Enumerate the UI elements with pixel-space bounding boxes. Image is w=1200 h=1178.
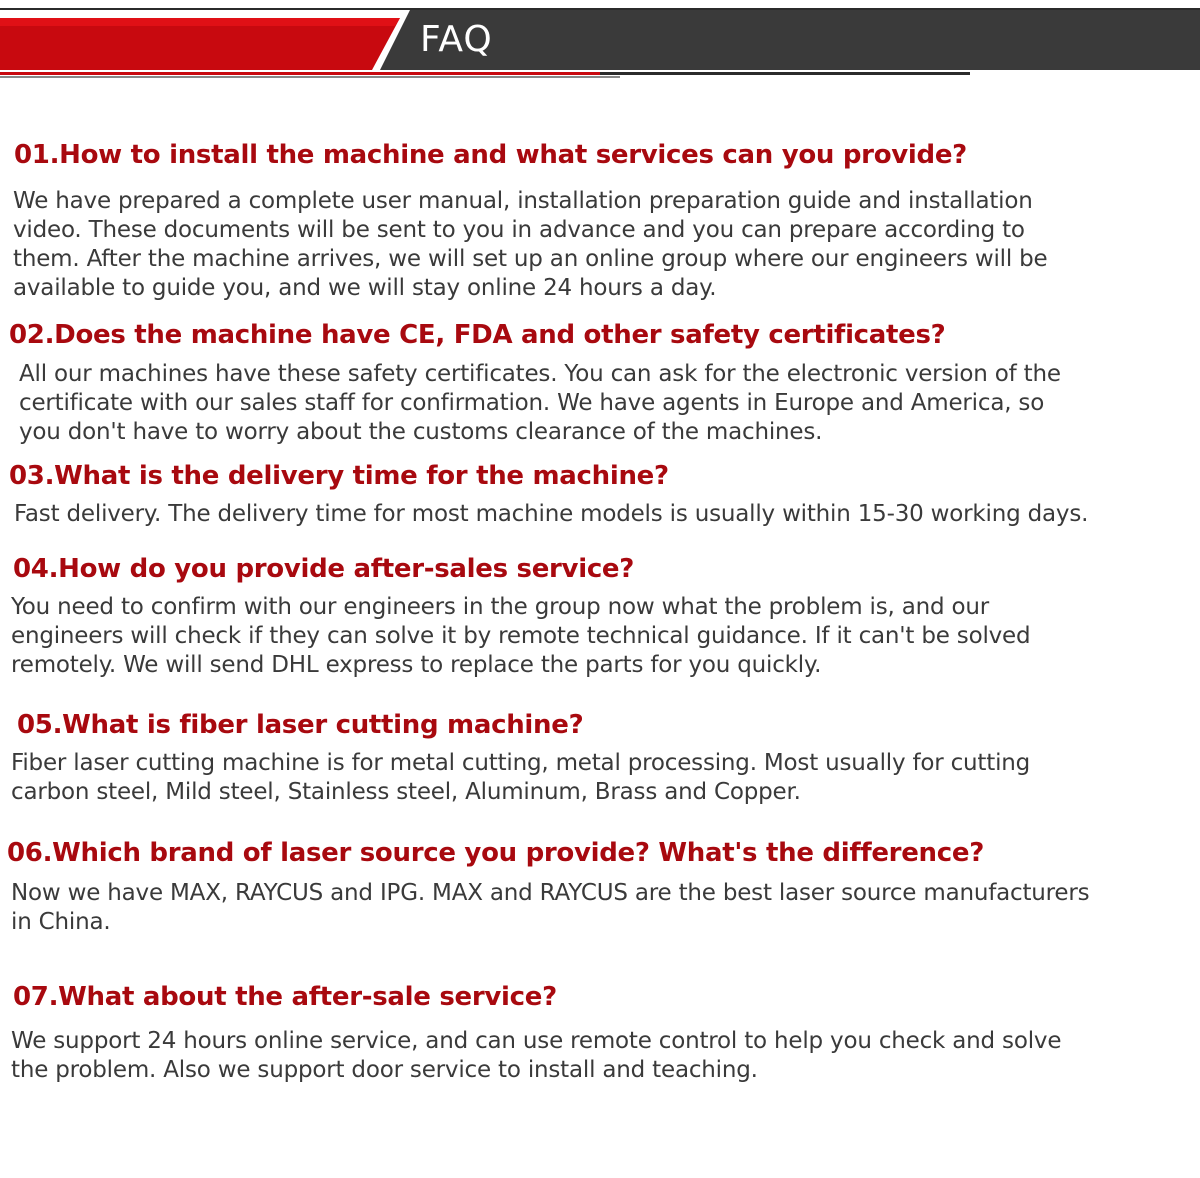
answer-line: You need to confirm with our engineers in the group now what the problem is, and our <box>11 594 990 620</box>
answer-line: engineers will check if they can solve it by remote technical guidance. If it can't be solved <box>11 623 1031 649</box>
answer-line: video. These documents will be sent to you in advance and you can prepare according to <box>13 217 1025 243</box>
faq-answer-3 <box>14 500 1088 529</box>
faq-question-5: 05.What is fiber laser cutting machine? <box>17 710 584 740</box>
faq-question-6: 06.Which brand of laser source you provide? What's the difference? <box>7 838 984 868</box>
banner-title: FAQ <box>420 19 493 60</box>
faq-question-7: 07.What about the after-sale service? <box>13 982 557 1012</box>
faq-question-3: 03.What is the delivery time for the machine? <box>9 461 669 491</box>
answer-line: in China. <box>11 909 111 935</box>
answer-line: Fast delivery. The delivery time for most machine models is usually within 15-30 working days. <box>14 501 1089 527</box>
faq-answer-7 <box>11 1027 1061 1085</box>
answer-line: Fiber laser cutting machine is for metal cutting, metal processing. Most usually for cutting <box>11 750 1031 776</box>
answer-line: carbon steel, Mild steel, Stainless steel, Aluminum, Brass and Copper. <box>11 779 801 805</box>
faq-banner <box>0 0 1200 90</box>
answer-line: the problem. Also we support door service to install and teaching. <box>11 1057 758 1083</box>
faq-answer-2 <box>19 360 1061 447</box>
banner-graphic <box>0 0 1200 90</box>
faq-answer-4 <box>11 593 1030 680</box>
answer-line: certificate with our sales staff for confirmation. We have agents in Europe and America, so <box>19 390 1045 416</box>
answer-line: them. After the machine arrives, we will set up an online group where our engineers will be <box>13 246 1048 272</box>
answer-line: remotely. We will send DHL express to replace the parts for you quickly. <box>11 652 822 678</box>
answer-line: available to guide you, and we will stay online 24 hours a day. <box>13 275 717 301</box>
answer-line: We have prepared a complete user manual, installation preparation guide and installation <box>13 188 1033 214</box>
faq-question-1: 01.How to install the machine and what services can you provide? <box>14 140 967 170</box>
faq-question-2: 02.Does the machine have CE, FDA and other safety certificates? <box>9 320 946 350</box>
faq-answer-1 <box>13 187 1048 303</box>
answer-line: All our machines have these safety certificates. You can ask for the electronic version of the <box>19 361 1061 387</box>
faq-answer-6 <box>11 879 1089 937</box>
answer-line: you don't have to worry about the customs clearance of the machines. <box>19 419 823 445</box>
faq-question-4: 04.How do you provide after-sales service? <box>13 554 635 584</box>
answer-line: Now we have MAX, RAYCUS and IPG. MAX and RAYCUS are the best laser source manufacturers <box>11 880 1090 906</box>
answer-line: We support 24 hours online service, and can use remote control to help you check and solve <box>11 1028 1062 1054</box>
faq-answer-5 <box>11 749 1030 807</box>
